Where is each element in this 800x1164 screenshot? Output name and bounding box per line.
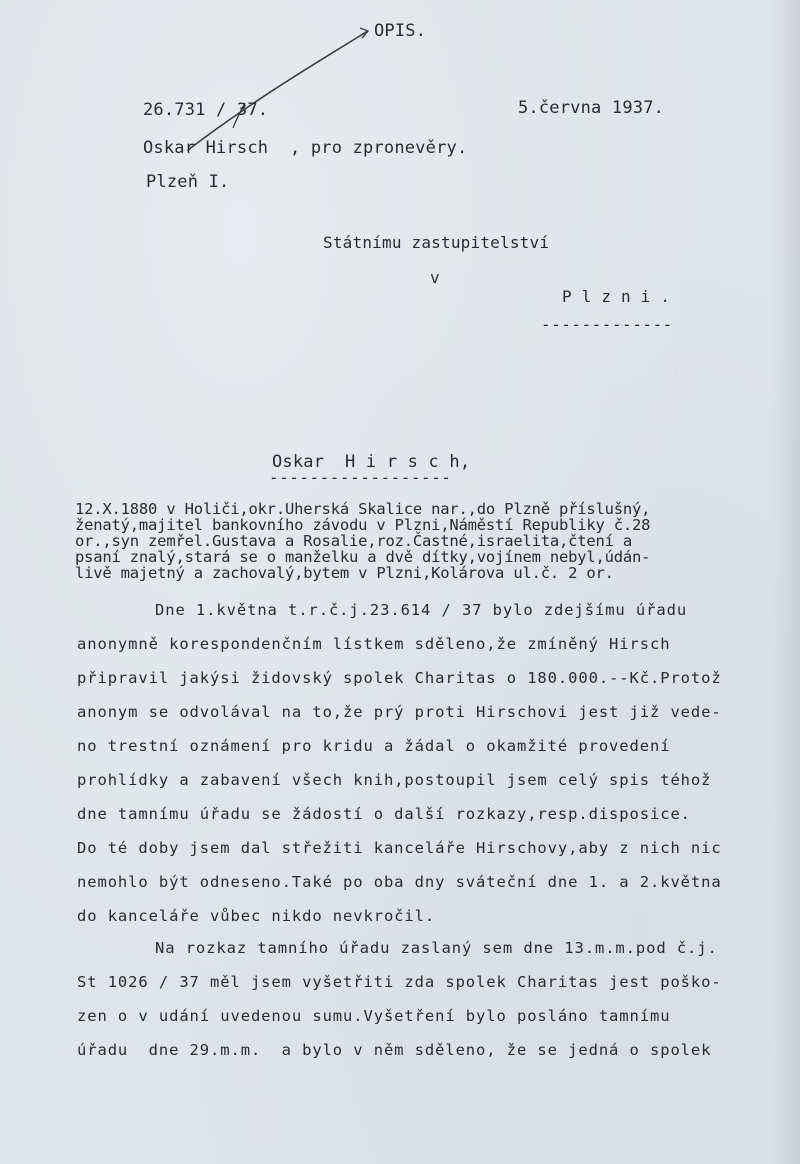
document-date: 5.června 1937. <box>518 98 665 118</box>
personal-line-1: 12.X.1880 v Holiči,okr.Uherská Skalice nar.,do Plzně příslušný, <box>75 500 651 518</box>
body-line: St 1026 / 37 měl jsem vyšetřiti zda spolek Charitas jest poško- <box>77 973 722 991</box>
addressee-underline: ------------- <box>541 315 673 334</box>
body-line: Dne 1.května t.r.č.j.23.614 / 37 bylo zdejšímu úřadu <box>155 601 688 619</box>
heading-underline: ------------------ <box>269 468 452 487</box>
subject-name: Oskar Hirsch <box>143 138 269 158</box>
body-line: zen o v udání uvedenou sumu.Vyšetření bylo posláno tamnímu <box>77 1007 671 1025</box>
body-line: prohlídky a zabavení všech knih,postoupil jsem celý spis téhož <box>77 771 712 789</box>
body-line: dne tamnímu úřadu se žádostí o další rozkazy,resp.disposice. <box>77 805 691 823</box>
body-line: připravil jakýsi židovský spolek Charitas o 180.000.--Kč.Protož <box>77 669 722 687</box>
person-heading: Oskar H i r s c h, <box>272 452 471 472</box>
personal-line-3: or.,syn zemřel.Gustava a Rosalie,roz.Častné,israelita,čtení a <box>75 532 633 550</box>
body-line: úřadu dne 29.m.m. a bylo v něm sděleno, že se jedná o spolek <box>77 1041 712 1059</box>
body-line: do kanceláře vůbec nikdo nevkročil. <box>77 907 436 925</box>
body-line: anonymně korespondenčním lístkem sděleno,že zmíněný Hirsch <box>77 635 671 653</box>
reference-number: 26.731 / 37. <box>143 100 269 120</box>
addressee-line-1: Státnímu zastupitelství <box>323 233 550 252</box>
addressee-city: P l z n i . <box>562 287 671 306</box>
body-line: no trestní oznámení pro kridu a žádal o okamžité provedení <box>77 737 671 755</box>
personal-line-4: psaní znalý,stará se o manželku a dvě dítky,vojínem nebyl,údán- <box>75 548 651 566</box>
place-of-origin: Plzeň I. <box>146 172 230 192</box>
body-line: anonym se odvolával na to,že prý proti Hirschovi jest již vede- <box>77 703 722 721</box>
addressee-line-2: v <box>430 268 440 287</box>
personal-line-2: ženatý,majitel bankovního závodu v Plzni,Náměstí Republiky č.28 <box>75 516 651 534</box>
subject-charge: , pro zpronevěry. <box>290 138 468 158</box>
personal-line-5: livě majetný a zachovalý,bytem v Plzni,Kolárova ul.č. 2 or. <box>75 564 614 582</box>
copy-mark: OPIS. <box>374 21 427 41</box>
body-line: Do té doby jsem dal střežiti kanceláře Hirschovy,aby z nich nic <box>77 839 722 857</box>
body-line: nemohlo být odneseno.Také po oba dny sváteční dne 1. a 2.května <box>77 873 722 891</box>
body-line: Na rozkaz tamního úřadu zaslaný sem dne 13.m.m.pod č.j. <box>155 939 718 957</box>
